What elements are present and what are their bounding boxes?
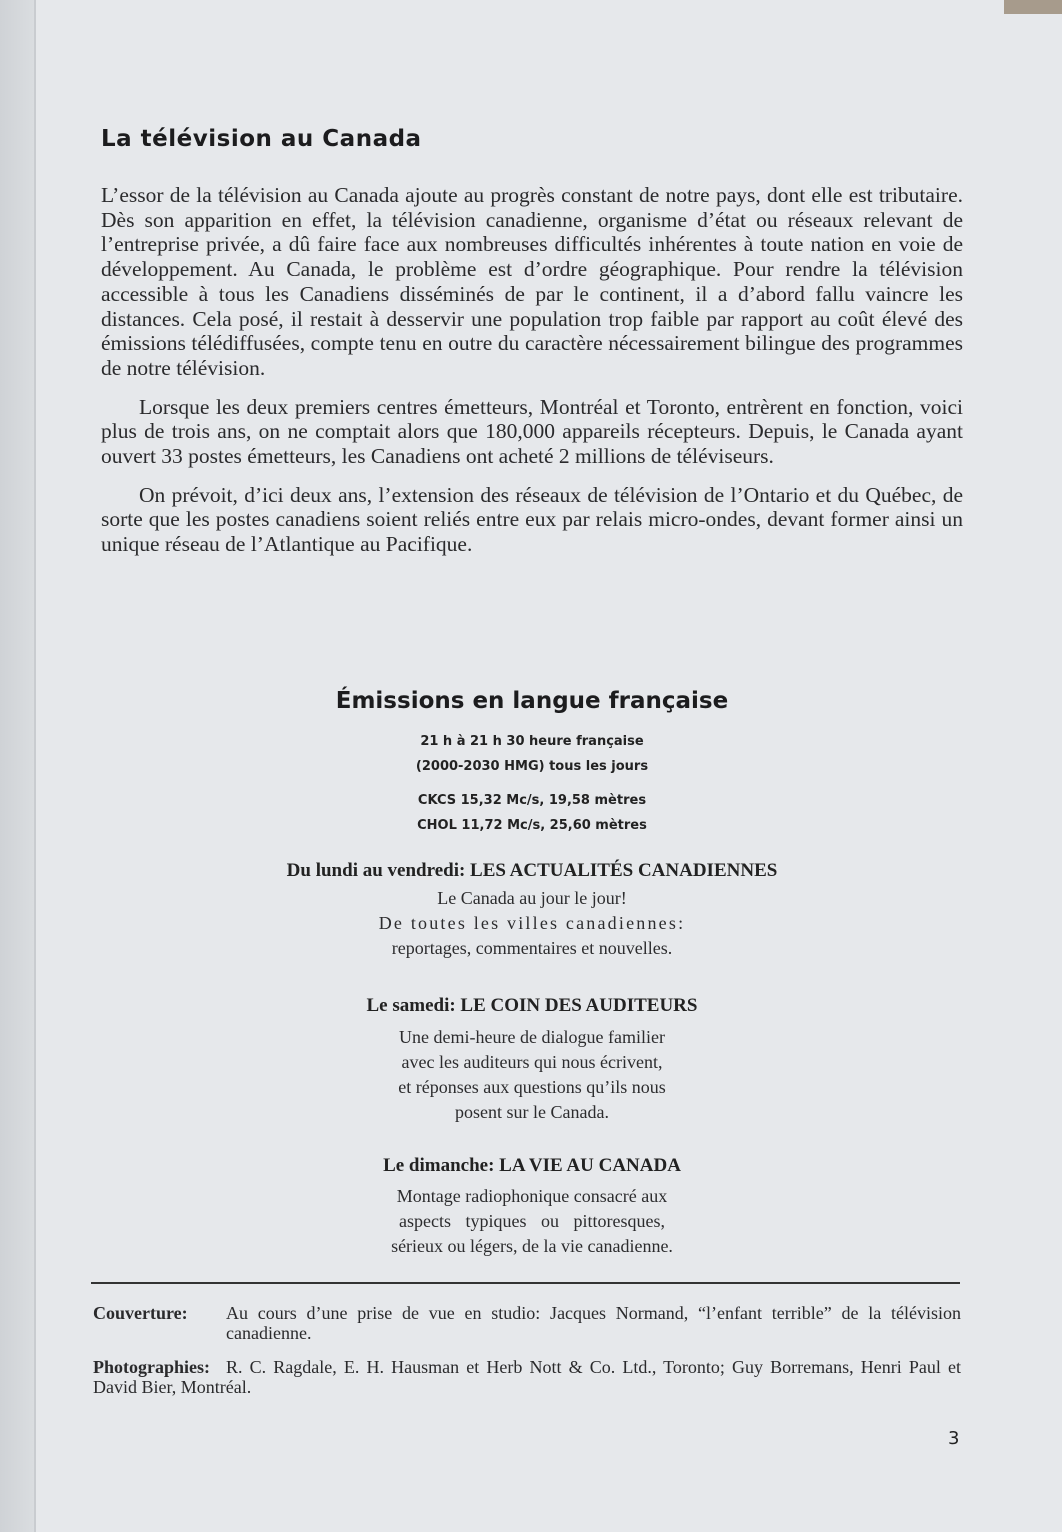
program-line: sérieux ou légers, de la vie canadienne. (391, 1236, 673, 1256)
divider-rule (91, 1282, 960, 1284)
cover-credit (93, 1303, 963, 1347)
program-line: Montage radiophonique consacré aux (396, 1186, 668, 1206)
article-paragraph-2: Lorsque les deux premiers centres émetteurs, Montréal et Toronto, entrèrent en fonction, voici plus de trois ans, on ne comptait alors que 180,000 appareils récepteurs. Depuis, le Canada ayant ouvert 33 postes émetteurs, les Canadiens ont acheté 2 millions de téléviseurs. (101, 394, 963, 469)
photo-credit (93, 1357, 963, 1401)
program-heading: Le samedi: LE COIN DES AUDITEURS (366, 995, 698, 1016)
schedule-block (101, 729, 963, 779)
program-saturday (101, 994, 963, 1125)
cover-credit-text: Au cours d’une prise de vue en studio: Jacques Normand, “l’enfant terrible” de la télévision canadienne. (226, 1303, 961, 1343)
program-line: De toutes les villes canadiennes: (378, 913, 686, 933)
program-line: Le Canada au jour le jour! (437, 888, 627, 908)
article-paragraph-1: L’essor de la télévision au Canada ajoute au progrès constant de notre pays, dont elle est tributaire. Dès son apparition en effet, la télévision canadienne, organisme d’état ou réseaux relevant de l’entreprise privée, a dû faire face aux nombreuses difficultés inhérentes à toute nation en voie de développement. Au Canada, le problème est d’ordre géographique. Pour rendre la télévision accessible à tous les Canadiens disséminés de par le continent, il a d’abord fallu vaincre les distances. Cela posé, il restait à desservir une population trop faible par rapport au coût élevé des émissions télédiffusées, compte tenu en outre du caractère nécessairement bilingue des programmes de notre télévision. (101, 183, 963, 380)
program-line: reportages, commentaires et nouvelles. (391, 938, 673, 958)
program-description (101, 1184, 963, 1259)
program-line: et réponses aux questions qu’ils nous (398, 1077, 666, 1097)
program-line: avec les auditeurs qui nous écrivent, (401, 1052, 663, 1072)
program-description (101, 1025, 963, 1125)
program-line: aspects typiques ou pittoresques, (399, 1211, 665, 1231)
page-binding (0, 0, 34, 1532)
article-title: La télévision au Canada (101, 126, 422, 152)
cover-credit-label: Couverture: (93, 1303, 188, 1323)
article-body (101, 183, 963, 571)
frequency-line: CKCS 15,32 Mc/s, 19,58 mètres (417, 793, 647, 808)
photo-credit-text: R. C. Ragdale, E. H. Hausman et Herb Nott & Co. Ltd., Toronto; Guy Borremans, Henri Paul et David Bier, Montréal. (93, 1357, 961, 1397)
schedule-line: (2000-2030 HMG) tous les jours (415, 759, 649, 774)
schedule-line: 21 h à 21 h 30 heure française (420, 734, 644, 749)
program-sunday (101, 1154, 963, 1259)
frequency-line: CHOL 11,72 Mc/s, 25,60 mètres (417, 818, 647, 833)
program-line: posent sur le Canada. (455, 1102, 609, 1122)
broadcast-section (101, 688, 963, 714)
program-line: Une demi-heure de dialogue familier (399, 1027, 665, 1047)
article-paragraph-3: On prévoit, d’ici deux ans, l’extension des réseaux de télévision de l’Ontario et du Québec, de sorte que les postes canadiens soient reliés entre eux par relais micro-ondes, devant former ainsi un unique réseau de l’Atlantique au Pacifique. (101, 482, 963, 557)
program-description (101, 886, 963, 961)
program-heading: Le dimanche: LA VIE AU CANADA (383, 1155, 681, 1176)
program-heading: Du lundi au vendredi: LES ACTUALITÉS CANADIENNES (286, 860, 778, 881)
photo-credit-label: Photographies: (93, 1357, 210, 1377)
broadcast-title: Émissions en langue française (335, 688, 729, 714)
frequency-block (101, 788, 963, 838)
page-number: 3 (948, 1428, 960, 1449)
page-corner-edge (1004, 0, 1062, 14)
program-weekdays (101, 859, 963, 961)
